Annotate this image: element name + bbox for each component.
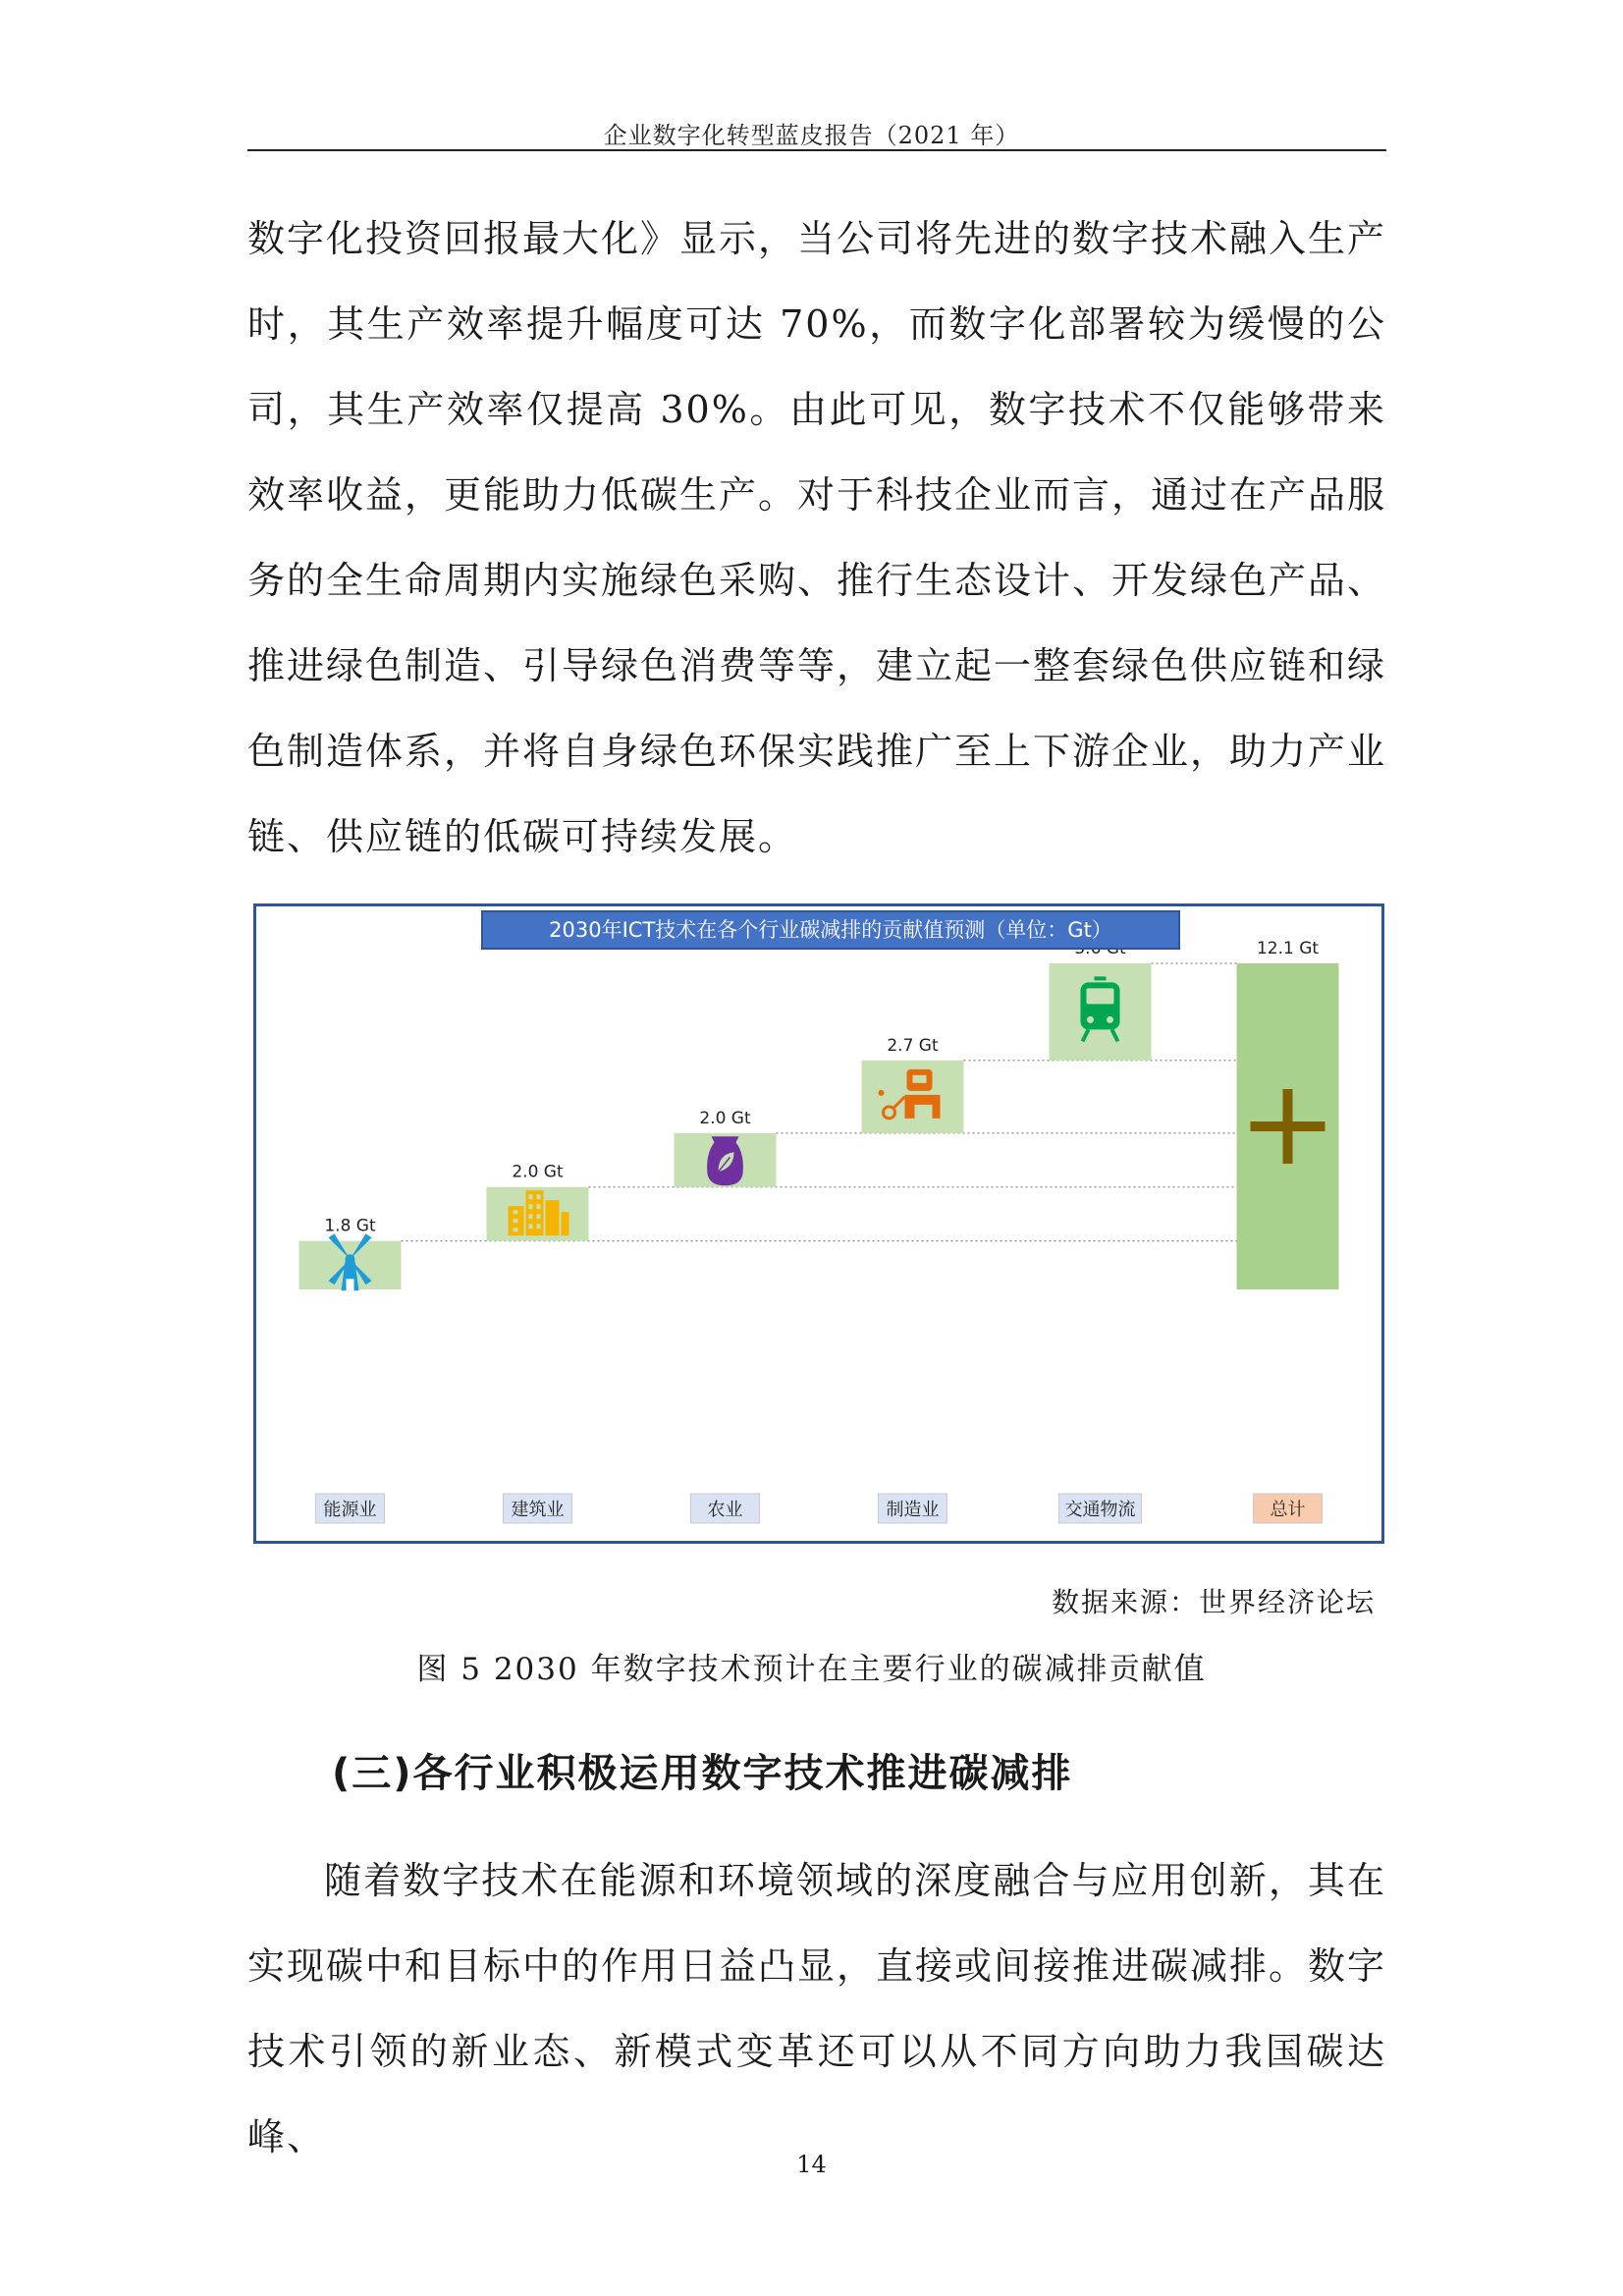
icon-part — [346, 1254, 355, 1264]
icon-part — [537, 1224, 541, 1229]
category-label-text: 能源业 — [323, 1500, 377, 1520]
value-label: 12.1 Gt — [1256, 939, 1320, 958]
page-number: 14 — [796, 2151, 827, 2178]
body-paragraph-2: 随着数字技术在能源和环境领域的深度融合与应用创新，其在实现碳中和目标中的作用日益凸显，直接或间接推进碳减排。数字技术引领的新业态、新模式变革还可以从不同方向助力我国碳达峰、 — [247, 1859, 1387, 2159]
category-label — [504, 1494, 572, 1523]
icon-part — [1107, 1016, 1113, 1023]
icon-part — [913, 1075, 927, 1083]
chart-canvas — [256, 906, 1381, 1541]
value-label: 2.0 Gt — [512, 1162, 564, 1182]
chart-title — [482, 911, 1179, 949]
header-rule — [247, 149, 1386, 151]
icon-part — [514, 1219, 518, 1223]
category-label — [1059, 1494, 1142, 1523]
icon-part — [514, 1210, 518, 1214]
icon-part — [537, 1214, 541, 1219]
icon-part — [1087, 1016, 1094, 1023]
value-labels — [324, 939, 1319, 1236]
body-paragraph-1: 数字化投资回报最大化》显示，当公司将先进的数字技术融入生产时，其生产效率提升幅度可达 70%，而数字化部署较为缓慢的公司，其生产效率仅提高 30%。由此可见，数字技术不仅能够带来效率收益，更能助力低碳生产。对于科技企业而言，通过在产品服务的全生命周期内实施绿色采购、推行生态设计、开发绿色产品、推进绿色制造、引导绿色消费等等，建立起一整套绿色供应链和绿色制造体系，并将自身绿色环保实践推广至上下游企业，助力产业链、供应链的低碳可持续发展。 — [247, 217, 1387, 858]
value-label: 1.8 Gt — [324, 1216, 376, 1236]
icon-part — [546, 1200, 560, 1235]
category-label — [691, 1494, 760, 1523]
figure-caption: 图 5 2030 年数字技术预计在主要行业的碳减排贡献值 — [416, 1652, 1207, 1687]
category-label-text: 总计 — [1270, 1500, 1306, 1520]
icon-part — [529, 1204, 533, 1209]
category-label — [1254, 1494, 1323, 1523]
icon-part — [1095, 976, 1107, 980]
reduction-chart — [253, 903, 1384, 1544]
value-label: 2.0 Gt — [699, 1108, 751, 1128]
category-labels — [316, 1494, 1323, 1523]
icon-part — [1283, 1089, 1293, 1164]
value-label: 2.7 Gt — [887, 1035, 939, 1056]
category-label — [879, 1494, 947, 1523]
category-label-text: 农业 — [707, 1500, 743, 1520]
icon-part — [537, 1204, 541, 1209]
category-label — [316, 1494, 385, 1523]
category-label-text: 制造业 — [886, 1500, 940, 1520]
icon-part — [529, 1194, 533, 1199]
icon-part — [529, 1224, 533, 1229]
section-heading: (三)各行业积极运用数字技术推进碳减排 — [332, 1751, 1073, 1796]
category-label-text: 交通物流 — [1064, 1500, 1136, 1520]
icon-part — [529, 1214, 533, 1219]
icon-part — [514, 1228, 518, 1231]
running-header: 企业数字化转型蓝皮报告（2021 年） — [603, 122, 1020, 149]
icon-part — [537, 1194, 541, 1199]
source-note: 数据来源：世界经济论坛 — [1051, 1586, 1376, 1618]
icon-part — [1087, 988, 1114, 1004]
icon-part — [562, 1212, 569, 1235]
icon-part — [347, 1279, 354, 1290]
icon-part — [526, 1190, 544, 1235]
icon-part — [879, 1090, 885, 1096]
chart-title-text: 2030年ICT技术在各个行业碳减排的贡献值预测（单位：Gt） — [549, 918, 1112, 942]
category-label-text: 建筑业 — [511, 1500, 565, 1520]
